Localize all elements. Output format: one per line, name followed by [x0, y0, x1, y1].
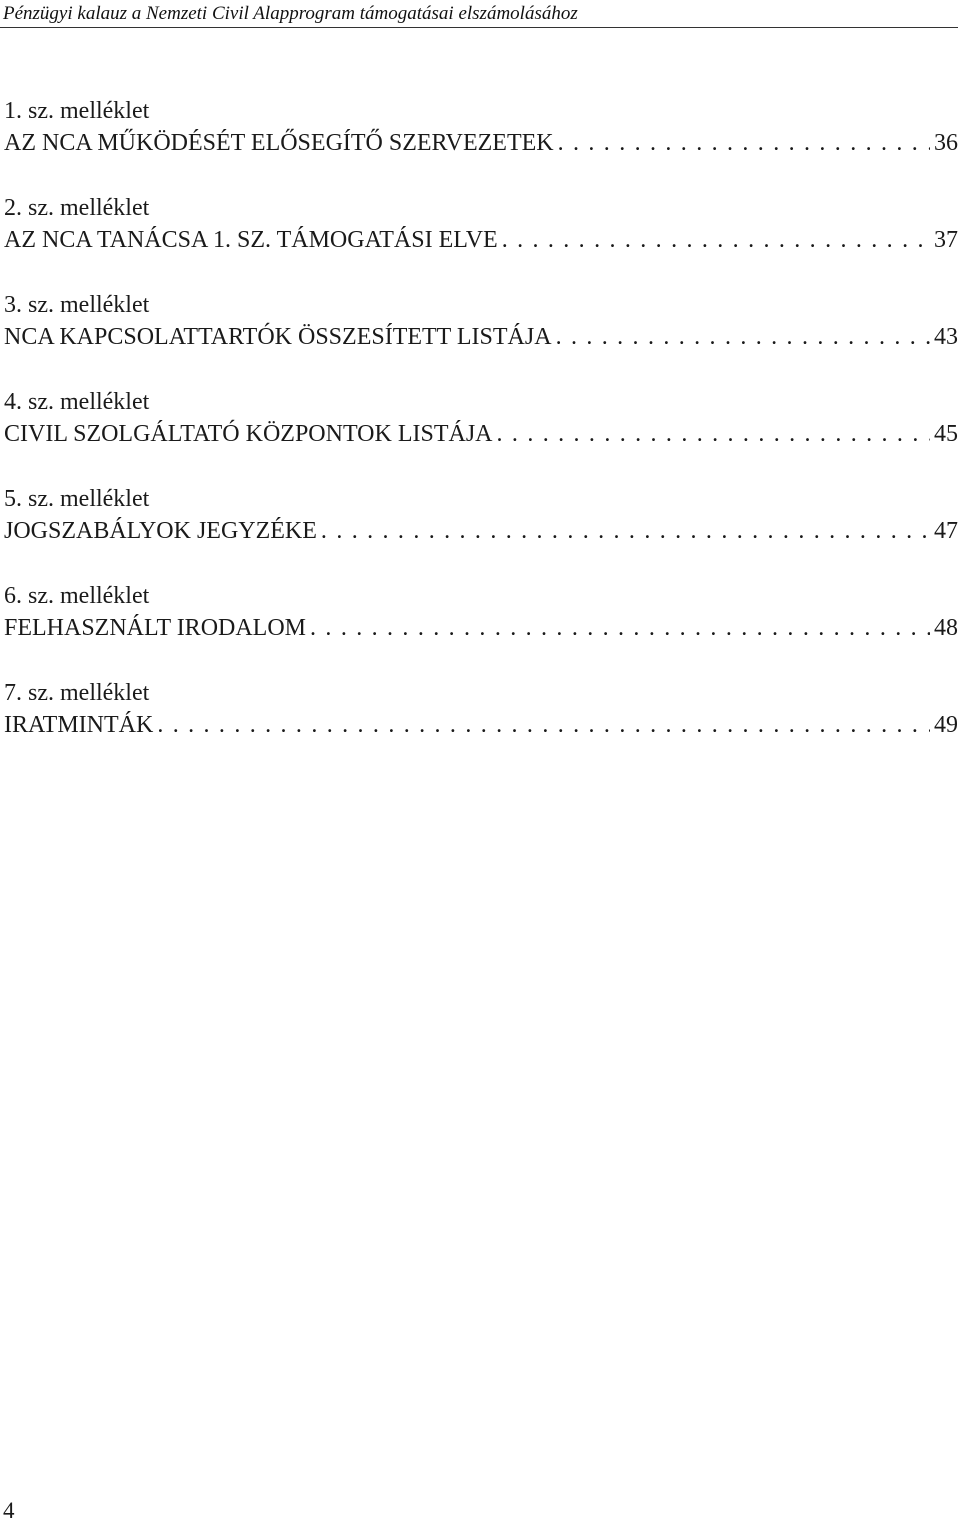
toc-entry-4[interactable]: [4, 386, 958, 483]
toc-entry-page: 36: [934, 130, 958, 156]
toc-entry-label: 4. sz. melléklet: [4, 389, 150, 415]
toc-entry-1[interactable]: [4, 95, 958, 192]
toc-entry-page: 45: [934, 421, 958, 447]
dot-leader: [317, 515, 930, 547]
toc-entry-6[interactable]: [4, 580, 958, 677]
page-number: 4: [3, 1498, 15, 1523]
dot-leader: [306, 612, 930, 644]
toc-entry-title: JOGSZABÁLYOK JEGYZÉKE: [4, 518, 317, 544]
toc-entry-title: FELHASZNÁLT IRODALOM: [4, 615, 307, 641]
dot-leader: [498, 224, 930, 256]
toc-entry-label: 6. sz. melléklet: [4, 583, 150, 609]
toc-entry-line: [4, 224, 958, 256]
table-of-contents: [4, 95, 958, 774]
toc-entry-title: AZ NCA TANÁCSA 1. SZ. TÁMOGATÁSI ELVE: [4, 227, 498, 253]
toc-entry-label: 5. sz. melléklet: [4, 486, 150, 512]
running-header: Pénzügyi kalauz a Nemzeti Civil Alapprogram támogatásai elszámolásához: [3, 3, 578, 24]
toc-entry-page: 43: [934, 324, 958, 350]
toc-entry-page: 48: [934, 615, 958, 641]
toc-entry-title: NCA KAPCSOLATTARTÓK ÖSSZESÍTETT LISTÁJA: [4, 324, 552, 350]
dot-leader: [552, 321, 930, 353]
toc-entry-page: 47: [934, 518, 958, 544]
toc-entry-label: 7. sz. melléklet: [4, 680, 150, 706]
toc-entry-3[interactable]: [4, 289, 958, 386]
toc-entry-line: [4, 418, 958, 450]
dot-leader: [493, 418, 930, 450]
toc-entry-2[interactable]: [4, 192, 958, 289]
toc-entry-title: AZ NCA MŰKÖDÉSÉT ELŐSEGÍTŐ SZERVEZETEK: [4, 130, 554, 156]
toc-entry-line: [4, 321, 958, 353]
toc-entry-5[interactable]: [4, 483, 958, 580]
toc-entry-line: [4, 127, 958, 159]
toc-entry-page: 49: [934, 712, 958, 738]
dot-leader: [554, 127, 930, 159]
toc-entry-line: [4, 709, 958, 741]
toc-entry-line: [4, 515, 958, 547]
toc-entry-line: [4, 612, 958, 644]
toc-entry-label: 2. sz. melléklet: [4, 195, 150, 221]
header-rule: [0, 27, 958, 28]
toc-entry-title: IRATMINTÁK: [4, 712, 154, 738]
toc-entry-title: CIVIL SZOLGÁLTATÓ KÖZPONTOK LISTÁJA: [4, 421, 493, 447]
toc-entry-7[interactable]: [4, 677, 958, 774]
dot-leader: [153, 709, 930, 741]
toc-entry-label: 1. sz. melléklet: [4, 98, 150, 124]
toc-entry-page: 37: [934, 227, 958, 253]
toc-entry-label: 3. sz. melléklet: [4, 292, 150, 318]
